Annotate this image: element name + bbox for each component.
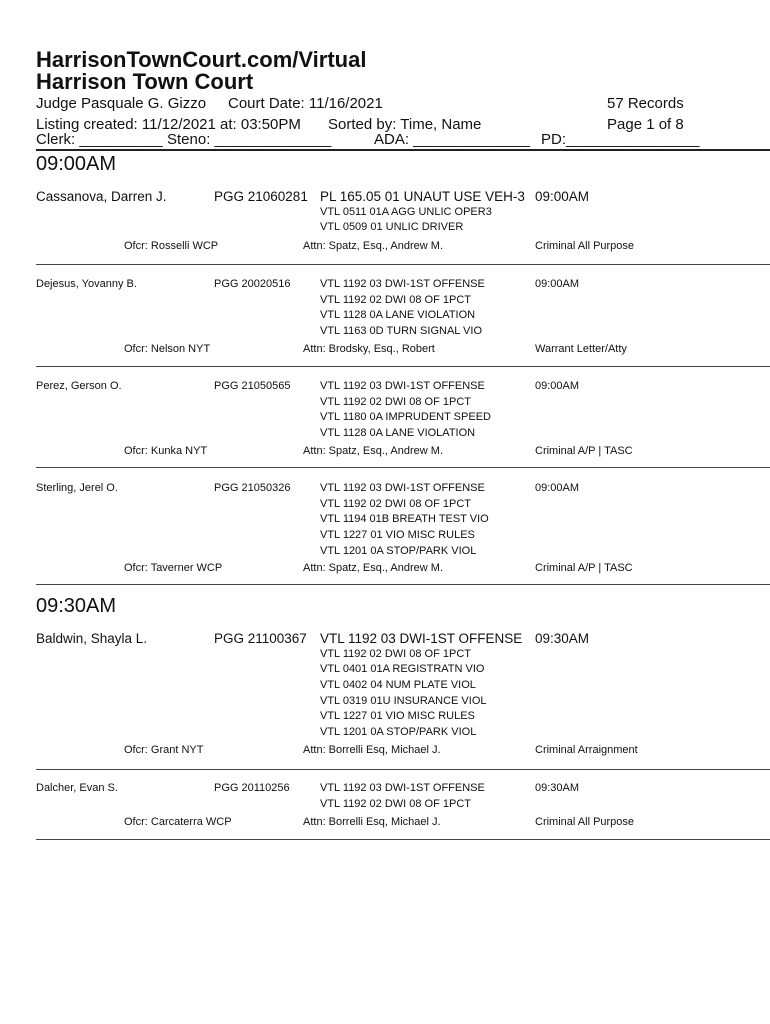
attorney: Attn: Spatz, Esq., Andrew M.	[303, 445, 444, 457]
case-type: Criminal Arraignment	[535, 744, 638, 756]
case-divider	[36, 264, 770, 265]
appearance-time: 09:00AM	[535, 278, 580, 290]
charge-line: VTL 1192 02 DWI 08 OF 1PCT	[320, 497, 472, 510]
attorney: Attn: Borrelli Esq, Michael J.	[303, 744, 441, 756]
case-type: Criminal All Purpose	[535, 816, 635, 828]
case-divider	[36, 366, 770, 367]
officer: Ofcr: Nelson NYT	[124, 343, 211, 355]
charge-list	[320, 277, 485, 340]
time-section-header: 09:30AM	[36, 595, 117, 617]
attorney: Attn: Borrelli Esq, Michael J.	[303, 816, 441, 828]
charge-line: VTL 1128 0A LANE VIOLATION	[320, 309, 476, 322]
charge-line: VTL 1192 02 DWI 08 OF 1PCT	[320, 797, 472, 810]
charge-line: VTL 1201 0A STOP/PARK VIOL	[320, 726, 477, 739]
defendant-name: Dejesus, Yovanny B.	[36, 278, 137, 290]
charge-line: VTL 1201 0A STOP/PARK VIOL	[320, 544, 477, 557]
steno-field: Steno: ______________	[167, 131, 332, 148]
charge-line: VTL 1128 0A LANE VIOLATION	[320, 427, 476, 440]
charge-line: PL 165.05 01 UNAUT USE VEH-3	[320, 189, 525, 204]
court-date: Court Date: 11/16/2021	[228, 95, 383, 112]
attorney: Attn: Spatz, Esq., Andrew M.	[303, 562, 444, 574]
case-divider	[36, 839, 770, 840]
time-section-header: 09:00AM	[36, 153, 117, 175]
docket-number: PGG 21060281	[214, 189, 308, 204]
charge-line: VTL 0401 01A REGISTRATN VIO	[320, 663, 485, 676]
case-divider	[36, 769, 770, 770]
charge-line: VTL 1192 03 DWI-1ST OFFENSE	[320, 482, 485, 494]
case-type: Criminal All Purpose	[535, 240, 635, 252]
docket-number: PGG 21100367	[214, 631, 307, 646]
charge-line: VTL 1192 02 DWI 08 OF 1PCT	[320, 647, 472, 660]
defendant-name: Cassanova, Darren J.	[36, 189, 167, 204]
ada-field: ADA: ______________	[374, 131, 530, 148]
defendant-name: Perez, Gerson O.	[36, 380, 122, 392]
header-divider	[36, 149, 770, 151]
charge-line: VTL 0402 04 NUM PLATE VIOL	[320, 679, 476, 692]
judge-name: Judge Pasquale G. Gizzo	[36, 95, 207, 112]
pd-field: PD:________________	[541, 131, 700, 148]
charge-line: VTL 0511 01A AGG UNLIC OPER3	[320, 205, 492, 218]
charge-line: VTL 1194 01B BREATH TEST VIO	[320, 513, 489, 526]
attorney: Attn: Spatz, Esq., Andrew M.	[303, 240, 444, 252]
officer: Ofcr: Carcaterra WCP	[124, 816, 232, 828]
charge-list	[320, 781, 485, 812]
court-title: Harrison Town Court	[36, 69, 254, 94]
charge-list	[320, 189, 525, 236]
charge-list	[320, 379, 491, 442]
charge-line: VTL 1192 02 DWI 08 OF 1PCT	[320, 293, 472, 306]
appearance-time: 09:30AM	[535, 631, 590, 646]
officer: Ofcr: Taverner WCP	[124, 562, 223, 574]
case-divider	[36, 467, 770, 468]
charge-line: VTL 1192 03 DWI-1ST OFFENSE	[320, 380, 485, 392]
docket-number: PGG 20020516	[214, 278, 291, 290]
charge-line: VTL 1192 03 DWI-1ST OFFENSE	[320, 278, 485, 290]
case-type: Warrant Letter/Atty	[535, 343, 627, 355]
charge-line: VTL 0319 01U INSURANCE VIOL	[320, 694, 487, 707]
defendant-name: Baldwin, Shayla L.	[36, 631, 148, 646]
charge-line: VTL 1192 02 DWI 08 OF 1PCT	[320, 395, 472, 408]
charge-list	[320, 631, 522, 741]
listing-created: Listing created: 11/12/2021 at: 03:50PM	[36, 116, 301, 133]
appearance-time: 09:00AM	[535, 482, 580, 494]
defendant-name: Sterling, Jerel O.	[36, 482, 118, 494]
charge-line: VTL 1192 03 DWI-1ST OFFENSE	[320, 631, 523, 646]
case-type: Criminal A/P | TASC	[535, 445, 633, 457]
case-divider	[36, 584, 770, 585]
officer: Ofcr: Grant NYT	[124, 744, 204, 756]
attorney: Attn: Brodsky, Esq., Robert	[303, 343, 435, 355]
clerk-field: Clerk: __________	[36, 131, 163, 148]
officer: Ofcr: Rosselli WCP	[124, 240, 219, 252]
charge-line: VTL 1227 01 VIO MISC RULES	[320, 710, 475, 723]
charge-line: VTL 0509 01 UNLIC DRIVER	[320, 221, 464, 234]
defendant-name: Dalcher, Evan S.	[36, 782, 118, 794]
records-count: 57 Records	[607, 95, 684, 112]
charge-line: VTL 1163 0D TURN SIGNAL VIO	[320, 325, 483, 338]
sorted-by: Sorted by: Time, Name	[328, 116, 482, 133]
page-number: Page 1 of 8	[607, 116, 684, 133]
appearance-time: 09:00AM	[535, 380, 580, 392]
charge-line: VTL 1227 01 VIO MISC RULES	[320, 529, 475, 542]
appearance-time: 09:30AM	[535, 782, 580, 794]
docket-number: PGG 20110256	[214, 782, 290, 794]
charge-line: VTL 1180 0A IMPRUDENT SPEED	[320, 411, 491, 424]
docket-number: PGG 21050326	[214, 482, 291, 494]
officer: Ofcr: Kunka NYT	[124, 445, 208, 457]
appearance-time: 09:00AM	[535, 189, 590, 204]
charge-line: VTL 1192 03 DWI-1ST OFFENSE	[320, 782, 485, 794]
site-title: HarrisonTownCourt.com/Virtual	[36, 47, 367, 72]
case-type: Criminal A/P | TASC	[535, 562, 633, 574]
charge-list	[320, 481, 489, 559]
docket-number: PGG 21050565	[214, 380, 291, 392]
